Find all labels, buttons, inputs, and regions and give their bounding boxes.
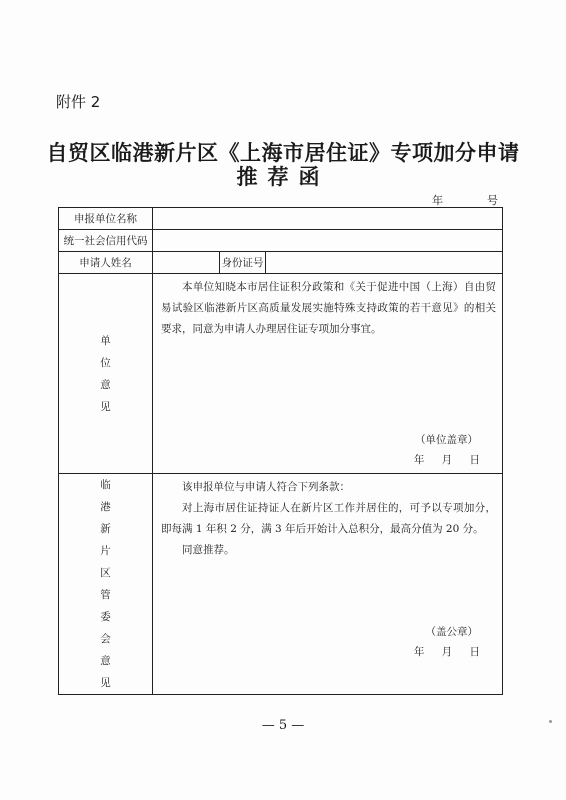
committee-opinion-date: 年 月 日 [413, 646, 481, 658]
unit-opinion-label-char: 单 [100, 334, 111, 347]
document-subtitle: 推荐函 [236, 164, 330, 189]
committee-opinion-label [59, 474, 153, 695]
applicant-unit-name-label: 申报单位名称 [59, 208, 153, 230]
committee-seal-label: （盖公章） [425, 626, 479, 638]
committee-opinion-label-char: 港 [100, 501, 111, 513]
credit-code-field[interactable] [153, 230, 503, 252]
unit-opinion-box[interactable] [153, 274, 503, 474]
id-number-field[interactable] [266, 252, 503, 274]
unit-opinion-label-char: 位 [100, 356, 111, 369]
committee-opinion-label-char: 管 [100, 589, 111, 601]
unit-opinion-text: 本单位知晓本市居住证积分政策和《关于促进中国（上海）自由贸易试验区临港新片区高质量发展实施特殊支持政策的若干意见》的相关要求，同意为申请人办理居住证专项加分事宜。 [161, 281, 497, 335]
committee-opinion-label-char: 会 [100, 633, 111, 645]
recommendation-form [58, 207, 503, 695]
unit-opinion-label [59, 274, 153, 474]
committee-opinion-recommend: 同意推荐。 [182, 544, 235, 556]
committee-opinion-label-char: 临 [100, 479, 111, 491]
applicant-name-field[interactable] [153, 252, 220, 274]
committee-opinion-label-char: 区 [100, 567, 111, 579]
committee-opinion-clause: 对上海市居住证持证人在新片区工作并居住的，可予以专项加分，即每满 1 年积 2 分，满 3 年后开始计入总积分，最高分值为 20 分。 [161, 502, 497, 535]
document-title: 自贸区临港新片区《上海市居住证》专项加分申请 [46, 140, 520, 165]
unit-seal-label: （单位盖章） [415, 434, 479, 446]
unit-opinion-label-char: 见 [100, 400, 111, 413]
document-number-line [374, 192, 498, 208]
credit-code-label: 统一社会信用代码 [59, 230, 153, 252]
committee-opinion-label-char: 新 [100, 523, 111, 535]
unit-opinion-date: 年 月 日 [413, 454, 481, 466]
committee-opinion-intro: 该申报单位与申请人符合下列条款： [182, 481, 350, 493]
committee-opinion-box[interactable] [153, 474, 503, 695]
scan-mark [549, 720, 552, 723]
year-char: 年 [432, 194, 443, 207]
committee-opinion-label-char: 片 [100, 545, 111, 557]
committee-opinion-label-char: 见 [100, 677, 111, 689]
applicant-unit-name-field[interactable] [153, 208, 503, 230]
page-number: — 5 — [261, 718, 305, 733]
committee-opinion-label-char: 意 [100, 655, 111, 667]
unit-opinion-label-char: 意 [100, 378, 111, 391]
id-number-label: 身份证号 [220, 252, 266, 274]
applicant-name-label: 申请人姓名 [59, 252, 153, 274]
committee-opinion-label-char: 委 [100, 611, 111, 623]
attachment-label: 附件 2 [56, 93, 101, 111]
number-char: 号 [487, 194, 498, 207]
